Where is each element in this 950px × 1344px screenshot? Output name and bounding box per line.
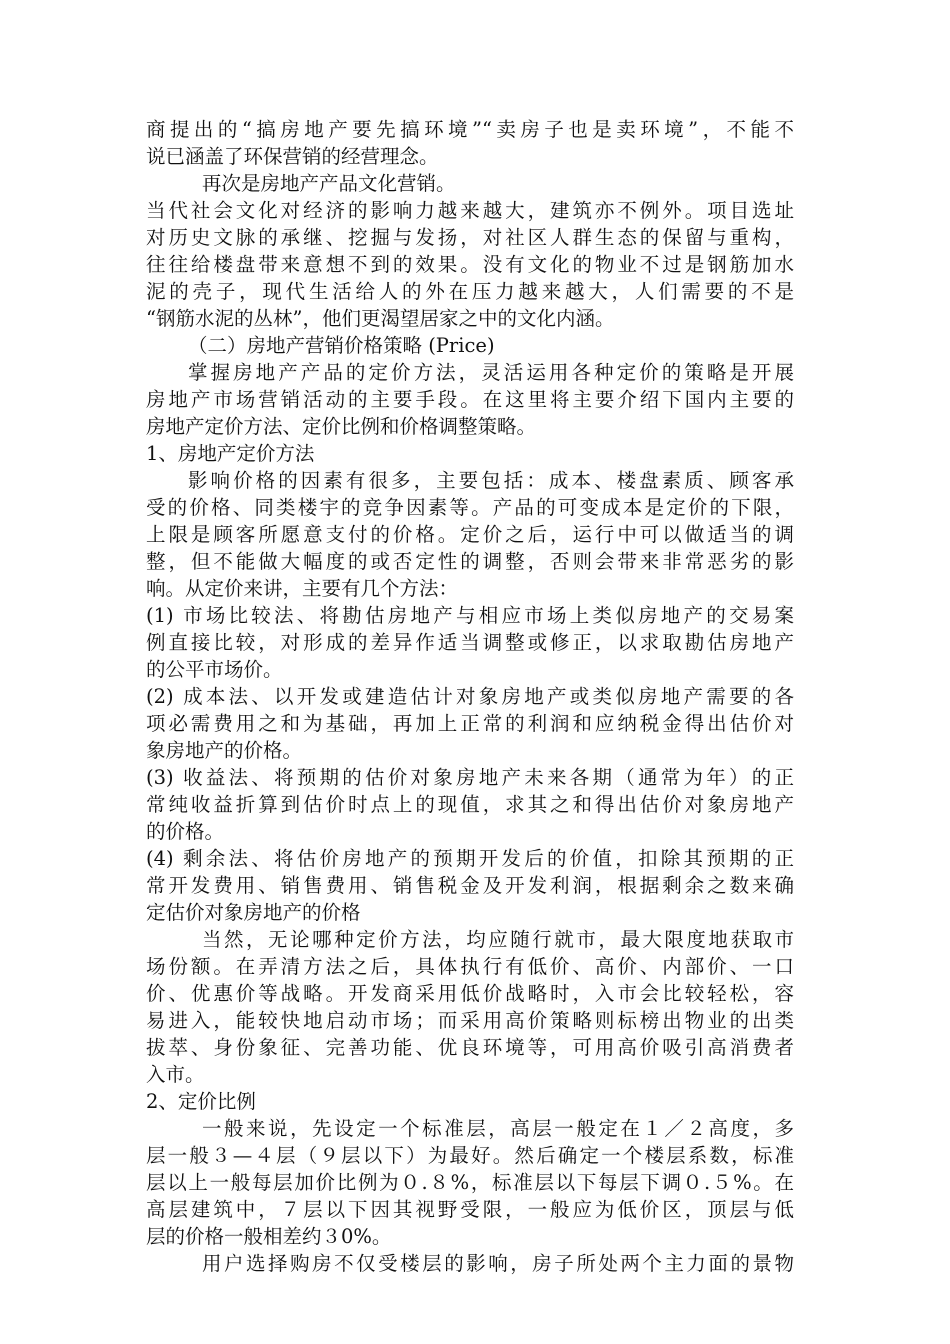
text-line: 层一般３—４层（９层以下）为最好。然后确定一个楼层系数，标准 (146, 1144, 794, 1167)
text-line: (1) 市场比较法、将勘估房地产与相应市场上类似房地产的交易案 (146, 604, 794, 627)
text-line: 房地产定价方法、定价比例和价格调整策略。 (146, 415, 537, 438)
text-line: 响。从定价来讲，主要有几个方法： (146, 577, 459, 600)
text-line: （二）房地产营销价格策略 (Price) (188, 334, 495, 357)
text-line: 当然，无论哪种定价方法，均应随行就市，最大限度地获取市 (202, 928, 794, 951)
text-line: 例直接比较，对形成的差异作适当调整或修正，以求取勘估房地产 (146, 631, 794, 654)
text-line: 当代社会文化对经济的影响力越来越大，建筑亦不例外。项目选址 (146, 199, 794, 222)
text-line: 上限是顾客所愿意支付的价格。定价之后，运行中可以做适当的调 (146, 523, 794, 546)
text-line: 定估价对象房地产的价格 (146, 901, 361, 924)
text-line: 层以上一般每层加价比例为０.８%，标准层以下每层下调０.５%。在 (146, 1171, 794, 1194)
text-line: 一般来说，先设定一个标准层，高层一般定在１／２高度，多 (202, 1117, 794, 1140)
text-line: 受的价格、同类楼宇的竞争因素等。产品的可变成本是定价的下限， (146, 496, 794, 519)
text-line: 常开发费用、销售费用、销售税金及开发利润，根据剩余之数来确 (146, 874, 794, 897)
text-line: 1、房地产定价方法 (146, 442, 315, 465)
text-line: 入市。 (146, 1063, 205, 1086)
document-page (146, 116, 794, 1277)
text-line: 拔萃、身份象征、完善功能、优良环境等，可用高价吸引高消费者 (146, 1036, 794, 1059)
text-line: 整，但不能做大幅度的或否定性的调整，否则会带来非常恶劣的影 (146, 550, 794, 573)
text-line: 用户选择购房不仅受楼层的影响，房子所处两个主力面的景物 (202, 1252, 794, 1275)
text-line: “钢筋水泥的丛林”，他们更渴望居家之中的文化内涵。 (146, 307, 615, 330)
text-line: 常纯收益折算到估价时点上的现值，求其之和得出估价对象房地产 (146, 793, 794, 816)
text-line: 价、优惠价等战略。开发商采用低价战略时，入市会比较轻松，容 (146, 982, 794, 1005)
text-line: 房地产市场营销活动的主要手段。在这里将主要介绍下国内主要的 (146, 388, 794, 411)
text-line: 的价格。 (146, 820, 225, 843)
text-line: 商提出的“搞房地产要先搞环境”“卖房子也是卖环境”，不能不 (146, 118, 794, 141)
text-line: 影响价格的因素有很多，主要包括：成本、楼盘素质、顾客承 (188, 469, 794, 492)
text-line: 再次是房地产产品文化营销。 (202, 172, 456, 195)
text-line: 高层建筑中，７层以下因其视野受限，一般应为低价区，顶层与低 (146, 1198, 794, 1221)
text-line: 易进入，能较快地启动市场；而采用高价策略则标榜出物业的出类 (146, 1009, 794, 1032)
text-line: 往往给楼盘带来意想不到的效果。没有文化的物业不过是钢筋加水 (146, 253, 794, 276)
text-line: 的公平市场价。 (146, 658, 283, 681)
text-line: 泥的壳子，现代生活给人的外在压力越来越大，人们需要的不是 (146, 280, 794, 303)
text-line: 说已涵盖了环保营销的经营理念。 (146, 145, 439, 168)
text-line: (2) 成本法、以开发或建造估计对象房地产或类似房地产需要的各 (146, 685, 794, 708)
text-line: 对历史文脉的承继、挖掘与发扬，对社区人群生态的保留与重构， (146, 226, 794, 249)
text-line: 项必需费用之和为基础，再加上正常的利润和应纳税金得出估价对 (146, 712, 794, 735)
text-line: 掌握房地产产品的定价方法，灵活运用各种定价的策略是开展 (188, 361, 794, 384)
text-line: 层的价格一般相差约３0%。 (146, 1225, 392, 1248)
text-line: 场份额。在弄清方法之后，具体执行有低价、高价、内部价、一口 (146, 955, 794, 978)
text-line: (3) 收益法、将预期的估价对象房地产未来各期（通常为年）的正 (146, 766, 794, 789)
text-line: 2、定价比例 (146, 1090, 256, 1113)
text-line: (4) 剩余法、将估价房地产的预期开发后的价值，扣除其预期的正 (146, 847, 794, 870)
text-line: 象房地产的价格。 (146, 739, 303, 762)
